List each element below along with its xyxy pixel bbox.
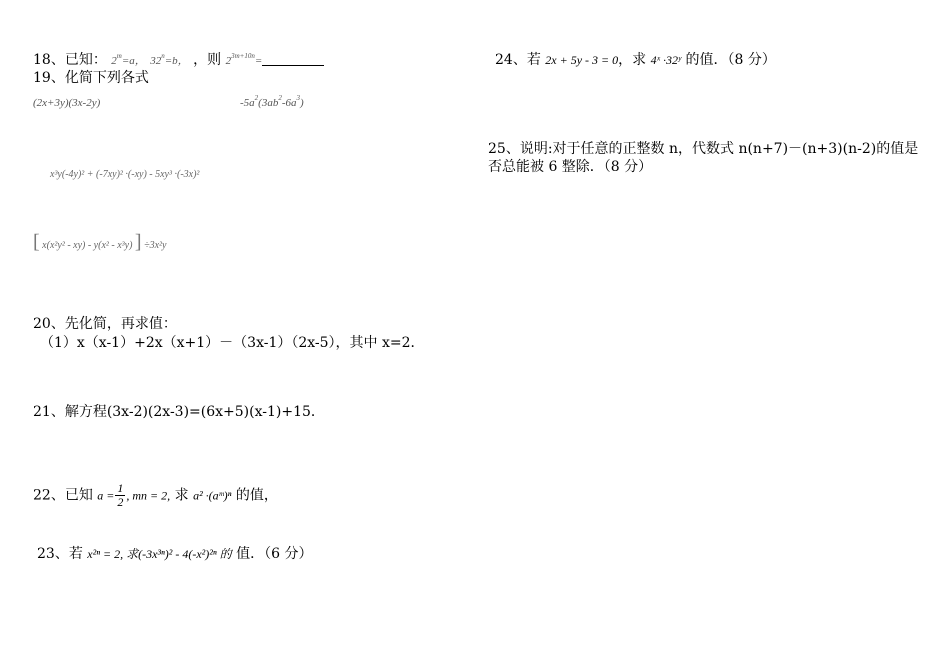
q18-prefix: 18、已知： <box>33 52 107 68</box>
question-18 <box>33 52 324 69</box>
q22-fraction: $\frac{1}{2}$ <box>117 481 124 509</box>
q18-condition-1: $2^m=a$， <box>111 52 146 67</box>
q18-answer-blank[interactable] <box>262 53 324 66</box>
question-20-title: 20、先化简，再求值： <box>33 316 177 332</box>
q19-expression-4: [ x(x²y² - xy) - y(x² - x³y) ] ÷3x²y <box>33 231 167 253</box>
q18-target: $2^{3m+10n}=$ <box>225 52 263 67</box>
q22-condition: , mn = 2, <box>126 488 171 503</box>
q23-expression: x²ⁿ = 2, 求(-3x³ⁿ)² - 4(-x²)²ⁿ 的 <box>87 547 232 561</box>
q22-expression: a² ·(aᵐ)ⁿ <box>193 488 232 503</box>
question-20-body: （1）x（x-1）+2x（x+1）－（3x-1）（2x-5），其中 x=2． <box>40 335 425 351</box>
q24-prefix: 24、若 <box>495 52 541 68</box>
q19-expression-1: (2x+3y)(3x-2y) <box>33 97 101 109</box>
question-22 <box>33 482 278 509</box>
q24-suffix: 的值．（8 分） <box>685 52 776 68</box>
question-24 <box>495 52 776 68</box>
q24-equation: 2x + 5y - 3 = 0 <box>545 53 619 67</box>
q19-expression-3: x³y(-4y)² + (-7xy)² ·(-xy) - 5xy³ ·(-3x)² <box>50 169 200 180</box>
question-25: 25、说明:对于任意的正整数 n，代数式 n(n+7)－(n+3)(n-2)的值是否总能被 6 整除．（8 分） <box>488 141 919 175</box>
question-21: 21、解方程(3x-2)(2x-3)=(6x+5)(x-1)+15． <box>33 404 325 420</box>
q22-prefix: 22、已知 <box>33 487 93 504</box>
q22-ask: 求 <box>174 487 189 504</box>
q24-ask: ，求 <box>618 52 647 68</box>
q24-expression: 4ˣ ·32ʸ <box>650 53 682 67</box>
q23-suffix: 值．（6 分） <box>236 546 313 562</box>
q23-prefix: 23、若 <box>37 546 83 562</box>
q19-expression-2: $-5a^2(3ab^2-6a^3)$ <box>240 94 304 109</box>
q18-condition-2: $32^n=b$， <box>150 52 189 67</box>
q22-a-equals: a = <box>97 488 115 503</box>
q18-then: ，则 <box>193 52 222 68</box>
question-23 <box>37 546 312 562</box>
q22-suffix: 的值， <box>235 487 278 504</box>
question-19-title: 19、化简下列各式 <box>33 70 149 86</box>
